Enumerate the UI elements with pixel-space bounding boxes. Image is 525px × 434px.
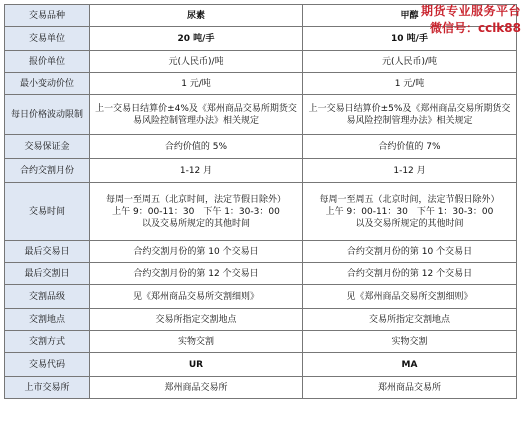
row-label: 交割地点 [5, 309, 90, 331]
contract-spec-table [4, 4, 517, 399]
cell-urea: 1-12 月 [90, 159, 303, 183]
row-label: 交易时间 [5, 183, 90, 241]
cell-urea: 见《郑州商品交易所交割细则》 [90, 285, 303, 309]
row-label: 上市交易所 [5, 377, 90, 399]
cell-methanol: 元(人民币)/吨 [303, 51, 517, 73]
cell-urea: 上一交易日结算价±4%及《郑州商品交易所期货交易风险控制管理办法》相关规定 [90, 95, 303, 135]
watermark-line1: 期货专业服务平台 [420, 4, 521, 18]
cell-urea: 交易所指定交割地点 [90, 309, 303, 331]
row-label: 最后交割日 [5, 263, 90, 285]
cell-methanol: 合约价值的 7% [303, 135, 517, 159]
row-label: 交割方式 [5, 331, 90, 353]
table-row [5, 51, 517, 73]
table-row [5, 159, 517, 183]
row-label: 交易品种 [5, 5, 90, 27]
row-label: 每日价格波动限制 [5, 95, 90, 135]
cell-methanol: 10 吨/手 [303, 27, 517, 51]
table-row [5, 353, 517, 377]
cell-methanol: 见《郑州商品交易所交割细则》 [303, 285, 517, 309]
row-label: 交易单位 [5, 27, 90, 51]
cell-methanol: 1 元/吨 [303, 73, 517, 95]
cell-methanol: MA [303, 353, 517, 377]
cell-urea: 元(人民币)/吨 [90, 51, 303, 73]
cell-methanol: 交易所指定交割地点 [303, 309, 517, 331]
cell-urea: 合约交割月份的第 10 个交易日 [90, 241, 303, 263]
cell-urea: 合约交割月份的第 12 个交易日 [90, 263, 303, 285]
row-label: 最小变动价位 [5, 73, 90, 95]
cell-urea: 实物交割 [90, 331, 303, 353]
watermark-line2: 微信号：cclk88 [429, 21, 521, 35]
table-row [5, 377, 517, 399]
table-row [5, 183, 517, 241]
cell-urea: 每周一至周五（北京时间，法定节假日除外） 上午 9：00-11：30 下午 1：30-3：00 以及交易所规定的其他时间 [90, 183, 303, 241]
table-row [5, 95, 517, 135]
cell-urea: 合约价值的 5% [90, 135, 303, 159]
row-label: 合约交割月份 [5, 159, 90, 183]
watermark [421, 2, 521, 36]
column-header-urea: 尿素 [90, 5, 303, 27]
cell-methanol: 每周一至周五（北京时间，法定节假日除外） 上午 9：00-11：30 下午 1：30-3：00 以及交易所规定的其他时间 [303, 183, 517, 241]
cell-methanol: 实物交割 [303, 331, 517, 353]
cell-urea: 20 吨/手 [90, 27, 303, 51]
table-row [5, 241, 517, 263]
table-row [5, 73, 517, 95]
row-label: 交割品级 [5, 285, 90, 309]
cell-methanol: 上一交易日结算价±5%及《郑州商品交易所期货交易风险控制管理办法》相关规定 [303, 95, 517, 135]
row-label: 交易保证金 [5, 135, 90, 159]
row-label: 交易代码 [5, 353, 90, 377]
cell-methanol: 合约交割月份的第 12 个交易日 [303, 263, 517, 285]
table-row [5, 285, 517, 309]
cell-methanol: 合约交割月份的第 10 个交易日 [303, 241, 517, 263]
column-header-methanol: 甲醇 [303, 5, 517, 27]
row-label: 报价单位 [5, 51, 90, 73]
cell-urea: UR [90, 353, 303, 377]
table-row [5, 309, 517, 331]
cell-methanol: 1-12 月 [303, 159, 517, 183]
cell-urea: 1 元/吨 [90, 73, 303, 95]
table-row [5, 135, 517, 159]
cell-methanol: 郑州商品交易所 [303, 377, 517, 399]
row-label: 最后交易日 [5, 241, 90, 263]
cell-urea: 郑州商品交易所 [90, 377, 303, 399]
table-row [5, 263, 517, 285]
table-row [5, 331, 517, 353]
